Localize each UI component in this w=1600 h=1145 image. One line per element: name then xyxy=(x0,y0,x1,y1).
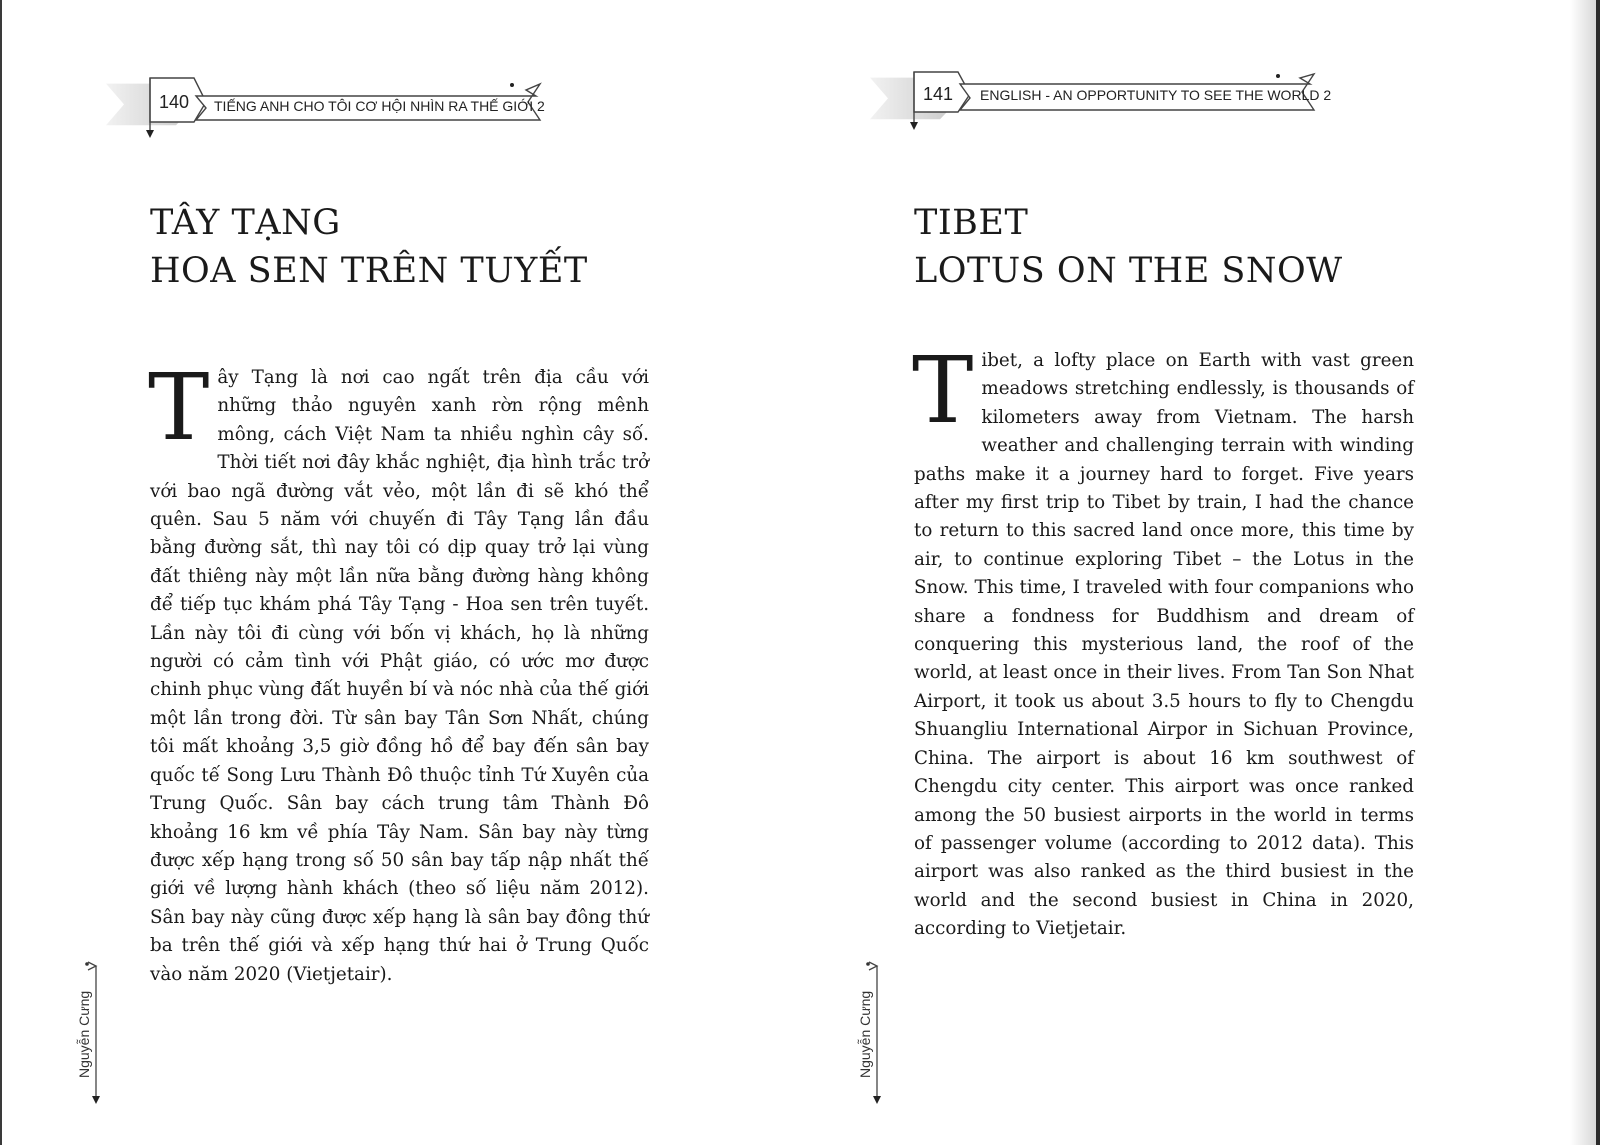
page-edge-right xyxy=(1596,0,1600,1145)
running-title: ENGLISH - AN OPPORTUNITY TO SEE THE WORLD 2 xyxy=(980,87,1332,103)
author-tag xyxy=(855,958,885,1108)
left-page-header xyxy=(106,76,546,140)
author-name: Nguyễn Cưng xyxy=(76,990,92,1078)
drop-cap: T xyxy=(912,337,974,444)
author-name: Nguyễn Cưng xyxy=(857,990,873,1078)
title-line-2: HOA SEN TRÊN TUYẾT xyxy=(150,251,588,291)
right-page xyxy=(800,0,1570,1145)
article-body xyxy=(912,337,1414,944)
title-line-1: TIBET xyxy=(914,203,1029,243)
drop-cap: T xyxy=(148,354,210,461)
article-title xyxy=(150,199,588,295)
page-number: 141 xyxy=(923,84,954,104)
body-paragraph: ibet, a lofty place on Earth with vast green meadows stretching endlessly, is thousands of kilometers away from Vietnam. The harsh weather and challenging terrain with winding paths make it a journey hard to forget. Five years after my first trip to Tibet by train, I had the chance to return to this sacred land once more, this time by air, to continue exploring Tibet – the Lotus in the Snow. This time, I traveled with four companions who share a fondness for Buddhism and dream of conquering this mysterious land, the roof of the world, at least once in their lives. From Tan Son Nhat Airport, it took us about 3.5 hours to fly to Chengdu Shuangliu International Airpor in Sichuan Province, China. The airport is about 16 km southwest of Chengdu city center. This airport was once ranked among the 50 busiest airports in the world in terms of passenger volume (according to 2012 data). This airport was also ranked as the third busiest in the world and the second busiest in China in 2020, according to Vietjetair. xyxy=(914,350,1414,940)
title-line-1: TÂY TẠNG xyxy=(150,203,341,243)
body-paragraph: ây Tạng là nơi cao ngất trên địa cầu với những thảo nguyên xanh rờn rộng mênh mông, cách Việt Nam ta nhiều nghìn cây số. Thời tiết nơi đây khắc nghiệt, địa hình trắc trở với bao ngã đường vắt vẻo, một lần đi sẽ khó thể quên. Sau 5 năm với chuyến đi Tây Tạng lần đầu bằng đường sắt, thì nay tôi có dịp quay trở lại vùng đất thiêng này một lần nữa bằng đường hàng không để tiếp tục khám phá Tây Tạng - Hoa sen trên tuyết. Lần này tôi đi cùng với bốn vị khách, họ là những người có cảm tình với Phật giáo, có ước mơ được chinh phục vùng đất huyền bí và nóc nhà của thế giới một lần trong đời. Từ sân bay Tân Sơn Nhất, chúng tôi mất khoảng 3,5 giờ đồng hồ để bay đến sân bay quốc tế Song Lưu Thành Đô thuộc tỉnh Tứ Xuyên của Trung Quốc. Sân bay cách trung tâm Thành Đô khoảng 16 km về phía Tây Nam. Sân bay này từng được xếp hạng trong số 50 sân bay tấp nập nhất thế giới về lượng hành khách (theo số liệu năm 2012). Sân bay này cũng được xếp hạng là sân bay đông thứ ba trên thế giới và xếp hạng thứ hai ở Trung Quốc vào năm 2020 (Vietjetair). xyxy=(150,367,649,985)
article-title xyxy=(914,199,1343,295)
title-line-2: LOTUS ON THE SNOW xyxy=(914,251,1343,291)
author-tag xyxy=(74,958,104,1108)
page-number: 140 xyxy=(159,92,190,112)
article-body xyxy=(148,354,649,989)
right-page-header xyxy=(870,70,1332,134)
running-title: TIẾNG ANH CHO TÔI CƠ HỘI NHÌN RA THẾ GIỚI 2 xyxy=(214,98,545,114)
page-edge-shadow xyxy=(1570,0,1596,1145)
